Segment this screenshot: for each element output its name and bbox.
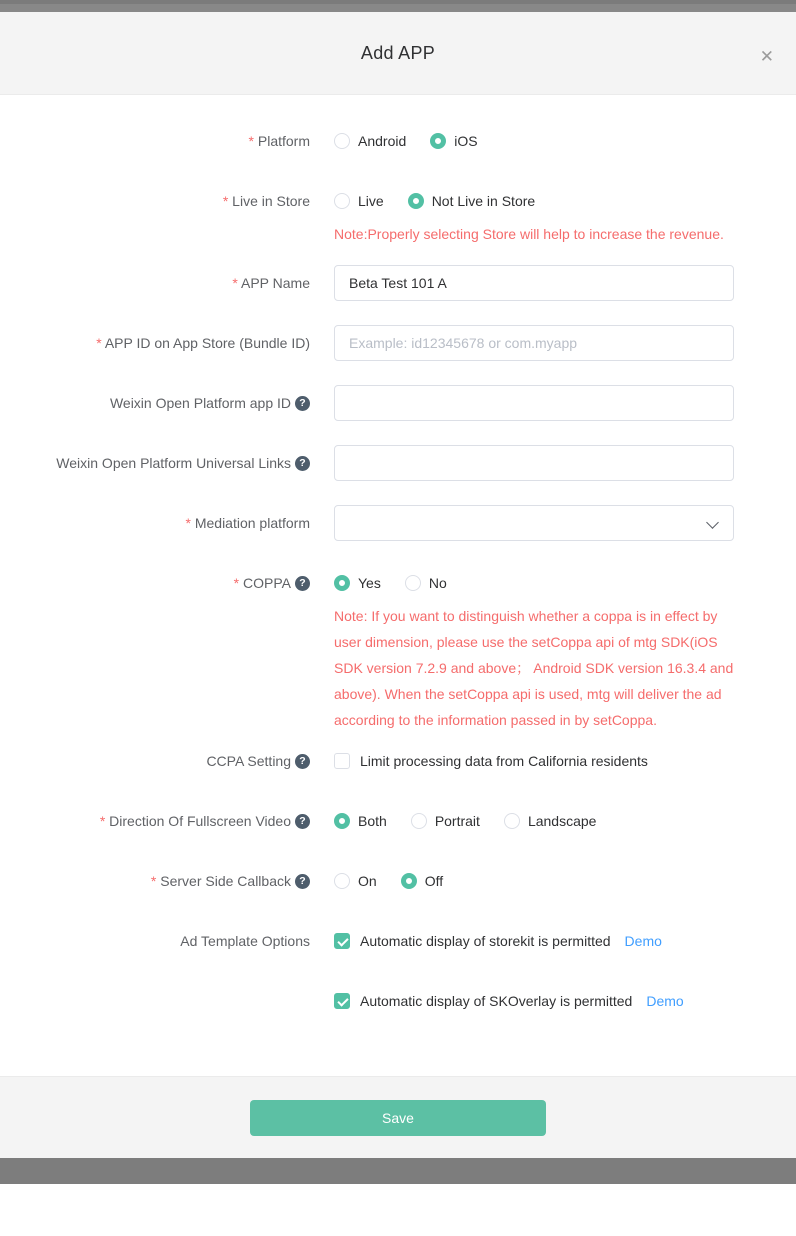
modal-header xyxy=(0,12,796,95)
app-name-label: * APP Name xyxy=(0,273,310,293)
radio-icon xyxy=(408,193,424,209)
form-row-server-callback xyxy=(0,871,734,891)
form-row-platform xyxy=(0,131,734,151)
direction-label: * Direction Of Fullscreen Video ? xyxy=(0,811,310,831)
server-callback-radio-off[interactable]: Off xyxy=(401,871,443,891)
radio-icon xyxy=(401,873,417,889)
weixin-universal-links-label: Weixin Open Platform Universal Links ? xyxy=(0,453,310,473)
platform-radio-ios[interactable]: iOS xyxy=(430,131,477,151)
coppa-note: Note: If you want to distinguish whether a coppa is in effect by user dimension, please use the setCoppa api of mtg SDK(iOS SDK version 7.2.9 and above； Android SDK version 16.3.4 and above). When the setCoppa api is used, mtg will deliver the ad according to the information passed in by setCoppa. xyxy=(334,608,734,728)
help-icon[interactable]: ? xyxy=(295,396,310,411)
close-icon[interactable]: ✕ xyxy=(759,47,774,66)
weixin-app-id-label: Weixin Open Platform app ID ? xyxy=(0,393,310,413)
help-icon[interactable]: ? xyxy=(295,576,310,591)
chevron-down-icon xyxy=(706,516,719,529)
help-icon[interactable]: ? xyxy=(295,754,310,769)
add-app-modal xyxy=(0,12,796,1158)
radio-icon xyxy=(334,575,350,591)
form-row-mediation-platform xyxy=(0,505,734,541)
help-icon[interactable]: ? xyxy=(295,814,310,829)
platform-label: * Platform xyxy=(0,131,310,151)
form-row-app-id xyxy=(0,325,734,361)
live-radio-live[interactable]: Live xyxy=(334,191,384,211)
radio-icon xyxy=(334,133,350,149)
save-button[interactable]: Save xyxy=(250,1100,546,1136)
app-id-label: * APP ID on App Store (Bundle ID) xyxy=(0,333,310,353)
mediation-platform-label: * Mediation platform xyxy=(0,513,310,533)
skoverlay-option xyxy=(334,991,734,1011)
live-radio-not-live[interactable]: Not Live in Store xyxy=(408,191,536,211)
form-row-live-in-store xyxy=(0,191,734,247)
radio-icon xyxy=(411,813,427,829)
form-row-ccpa xyxy=(0,751,734,771)
ccpa-checkbox[interactable]: Limit processing data from California residents xyxy=(334,751,648,771)
page-backdrop-bottom xyxy=(0,1158,796,1184)
platform-radio-android[interactable]: Android xyxy=(334,131,406,151)
live-in-store-label: * Live in Store xyxy=(0,191,310,211)
modal-footer xyxy=(0,1076,796,1158)
ad-template-label: Ad Template Options xyxy=(180,933,310,949)
form-row-coppa xyxy=(0,573,734,733)
skoverlay-demo-link[interactable]: Demo xyxy=(646,993,684,1009)
checkbox-icon xyxy=(334,993,350,1009)
skoverlay-checkbox[interactable]: Automatic display of SKOverlay is permitted xyxy=(334,991,632,1011)
coppa-label: * COPPA ? xyxy=(0,573,310,593)
checkbox-icon xyxy=(334,933,350,949)
form-row-app-name xyxy=(0,265,734,301)
form-row-weixin-app-id xyxy=(0,385,734,421)
radio-icon xyxy=(334,813,350,829)
coppa-radio-yes[interactable]: Yes xyxy=(334,573,381,593)
radio-icon xyxy=(334,873,350,889)
radio-icon xyxy=(504,813,520,829)
form-row-ad-template xyxy=(0,931,734,1011)
live-in-store-note: Note:Properly selecting Store will help to increase the revenue. xyxy=(334,226,724,242)
server-callback-radio-on[interactable]: On xyxy=(334,871,377,891)
checkbox-icon xyxy=(334,753,350,769)
direction-radio-both[interactable]: Both xyxy=(334,811,387,831)
help-icon[interactable]: ? xyxy=(295,874,310,889)
app-id-input[interactable] xyxy=(334,325,734,361)
direction-radio-landscape[interactable]: Landscape xyxy=(504,811,597,831)
storekit-demo-link[interactable]: Demo xyxy=(624,933,662,949)
storekit-checkbox[interactable]: Automatic display of storekit is permitted xyxy=(334,931,611,951)
storekit-option xyxy=(334,931,734,951)
mediation-platform-select[interactable] xyxy=(334,505,734,541)
form-row-direction xyxy=(0,811,734,831)
coppa-radio-no[interactable]: No xyxy=(405,573,447,593)
weixin-app-id-input[interactable] xyxy=(334,385,734,421)
app-name-input[interactable] xyxy=(334,265,734,301)
radio-icon xyxy=(334,193,350,209)
radio-icon xyxy=(430,133,446,149)
ccpa-label: CCPA Setting ? xyxy=(0,751,310,771)
radio-icon xyxy=(405,575,421,591)
weixin-universal-links-input[interactable] xyxy=(334,445,734,481)
help-icon[interactable]: ? xyxy=(295,456,310,471)
modal-body xyxy=(0,95,796,1076)
modal-title: Add APP xyxy=(360,42,436,63)
form-row-weixin-universal-links xyxy=(0,445,734,481)
direction-radio-portrait[interactable]: Portrait xyxy=(411,811,480,831)
server-callback-label: * Server Side Callback ? xyxy=(0,871,310,891)
page-backdrop-top xyxy=(0,0,796,12)
